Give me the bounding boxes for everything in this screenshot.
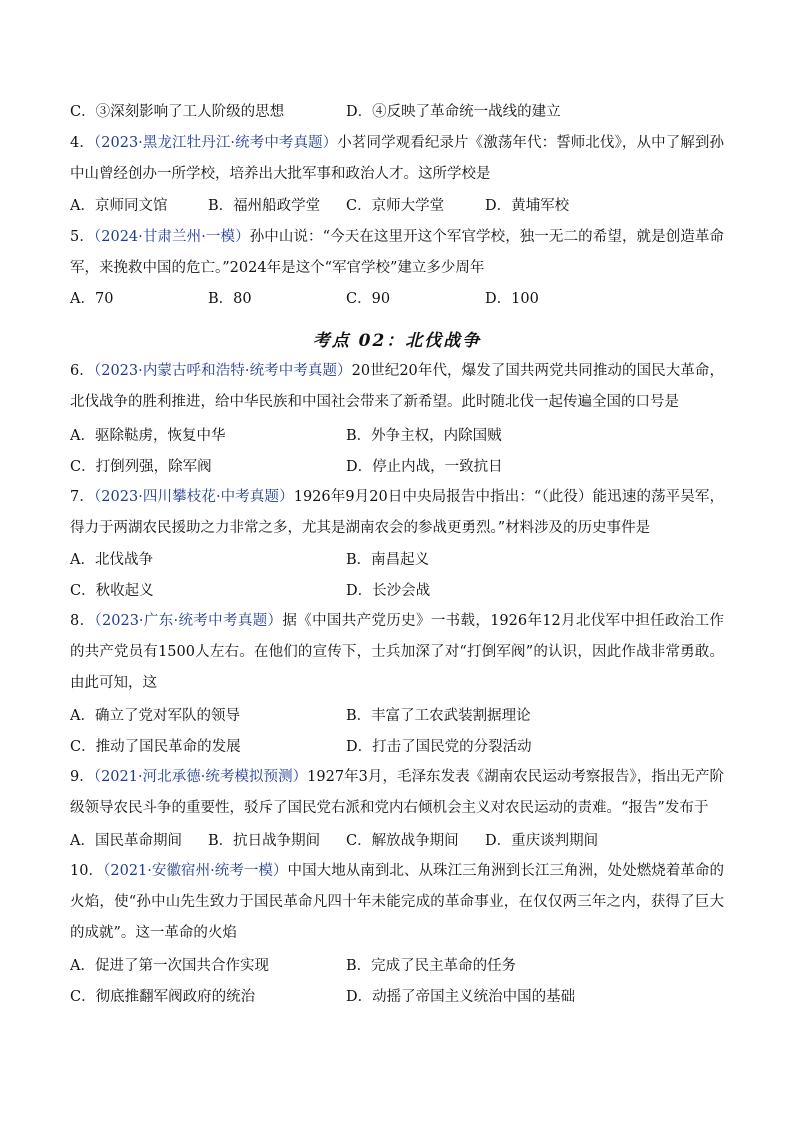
q9-stem — [70, 762, 724, 824]
q7-option-c[interactable]: C．秋收起义 — [70, 583, 154, 599]
q7-number: 7． — [70, 489, 94, 505]
q10-source: （2021·安徽宿州·统考一模） — [103, 863, 288, 879]
q6-stem — [70, 356, 724, 418]
q5-stem — [70, 222, 724, 284]
q9-option-d[interactable]: D．重庆谈判期间 — [485, 833, 599, 849]
q10-text: 中国大地从南到北、从珠江三角洲到长江三角洲，处处燃烧着革命的火焰，使“孙中山先生致力于国民革命凡四十年未能完成的革命事业，在仅仅两三年之内，获得了巨大的成就”。这一革命的火焰 — [70, 863, 725, 941]
q4-text: 小茗同学观看纪录片《激荡年代：誓师北伐》，从中了解到孙中山曾经创办一所学校，培养出大批军事和政治人才。这所学校是 — [70, 135, 724, 182]
section-heading: 考点 02：北伐战争 — [312, 331, 482, 351]
q6-text: 20世纪20年代，爆发了国共两党共同推动的国民大革命，北伐战争的胜利推进，给中华民族和中国社会带来了新希望。此时随北伐一起传遍全国的口号是 — [70, 363, 724, 410]
q5-option-d[interactable]: D．100 — [485, 291, 539, 307]
q7-option-d[interactable]: D．长沙会战 — [346, 583, 431, 599]
q8-option-b[interactable]: B．丰富了工农武装割据理论 — [346, 708, 531, 724]
q10-stem — [70, 856, 724, 949]
q5-option-b[interactable]: B．80 — [208, 291, 252, 307]
q9-text: 1927年3月，毛泽东发表《湖南农民运动考察报告》，指出无产阶级领导农民斗争的重要性，驳斥了国民党右派和党内右倾机会主义对农民运动的责难。“报告”发布于 — [70, 769, 724, 816]
q5-number: 5． — [70, 229, 94, 245]
q3-option-c[interactable]: C．③深刻影响了工人阶级的思想 — [70, 104, 285, 120]
q7-stem — [70, 482, 724, 544]
q7-source: （2023·四川攀枝花·中考真题） — [93, 489, 294, 505]
q8-source: （2023·广东·统考中考真题） — [94, 613, 283, 629]
q8-option-d[interactable]: D．打击了国民党的分裂活动 — [346, 739, 532, 755]
q8-stem — [70, 606, 724, 699]
q4-option-a[interactable]: A．京师同文馆 — [70, 198, 168, 214]
q6-option-c[interactable]: C．打倒列强，除军阀 — [70, 459, 212, 475]
q8-option-c[interactable]: C．推动了国民革命的发展 — [70, 739, 241, 755]
q6-option-d[interactable]: D．停止内战，一致抗日 — [346, 459, 503, 475]
q9-option-a[interactable]: A．国民革命期间 — [70, 833, 182, 849]
q4-source: （2023·黑龙江牡丹江·统考中考真题） — [93, 135, 338, 151]
q9-option-b[interactable]: B．抗日战争期间 — [208, 833, 321, 849]
q8-text: 据《中国共产党历史》一书载，1926年12月北伐军中担任政治工作的共产党员有1500人左右。在他们的宣传下，士兵加深了对“打倒军阀”的认识，因此作战非常勇敢。由此可知，这 — [70, 613, 724, 691]
q6-number: 6． — [70, 363, 94, 379]
q4-option-d[interactable]: D．黄埔军校 — [485, 198, 570, 214]
q6-source: （2023·内蒙古呼和浩特·统考中考真题） — [93, 363, 352, 379]
q5-source: （2024·甘肃兰州·一模） — [93, 229, 250, 245]
q8-option-a[interactable]: A．确立了党对军队的领导 — [70, 708, 240, 724]
q3-option-d[interactable]: D．④反映了革命统一战线的建立 — [346, 104, 561, 120]
q10-number: 10． — [70, 863, 104, 879]
q7-text: 1926年9月20日中央局报告中指出：“（此役）能迅速的荡平吴军，得力于两湖农民援助之力非常之多，尤其是湖南农会的参战更勇烈。”材料涉及的历史事件是 — [70, 489, 724, 536]
q10-option-a[interactable]: A．促进了第一次国共合作实现 — [70, 958, 269, 974]
q4-option-c[interactable]: C．京师大学堂 — [346, 198, 445, 214]
q5-text: 孙中山说：“今天在这里开这个军官学校，独一无二的希望，就是创造革命军，来挽救中国的危亡。”2024年是这个“军官学校”建立多少周年 — [70, 229, 724, 276]
q9-option-c[interactable]: C．解放战争期间 — [346, 833, 459, 849]
q5-option-c[interactable]: C．90 — [346, 291, 391, 307]
q7-option-b[interactable]: B．南昌起义 — [346, 552, 430, 568]
q8-number: 8． — [70, 613, 95, 629]
q10-option-c[interactable]: C．彻底推翻军阀政府的统治 — [70, 989, 256, 1005]
q4-number: 4． — [70, 135, 94, 151]
q6-option-a[interactable]: A．驱除鞑虏，恢复中华 — [70, 428, 226, 444]
q6-option-b[interactable]: B．外争主权，内除国贼 — [346, 428, 502, 444]
q10-option-b[interactable]: B．完成了民主革命的任务 — [346, 958, 517, 974]
q10-option-d[interactable]: D．动摇了帝国主义统治中国的基础 — [346, 989, 576, 1005]
q5-option-a[interactable]: A．70 — [70, 291, 114, 307]
q9-source: （2021·河北承德·统考模拟预测） — [93, 769, 308, 785]
q9-number: 9． — [70, 769, 94, 785]
q4-stem — [70, 128, 724, 190]
q4-option-b[interactable]: B．福州船政学堂 — [208, 198, 321, 214]
q7-option-a[interactable]: A．北伐战争 — [70, 552, 153, 568]
